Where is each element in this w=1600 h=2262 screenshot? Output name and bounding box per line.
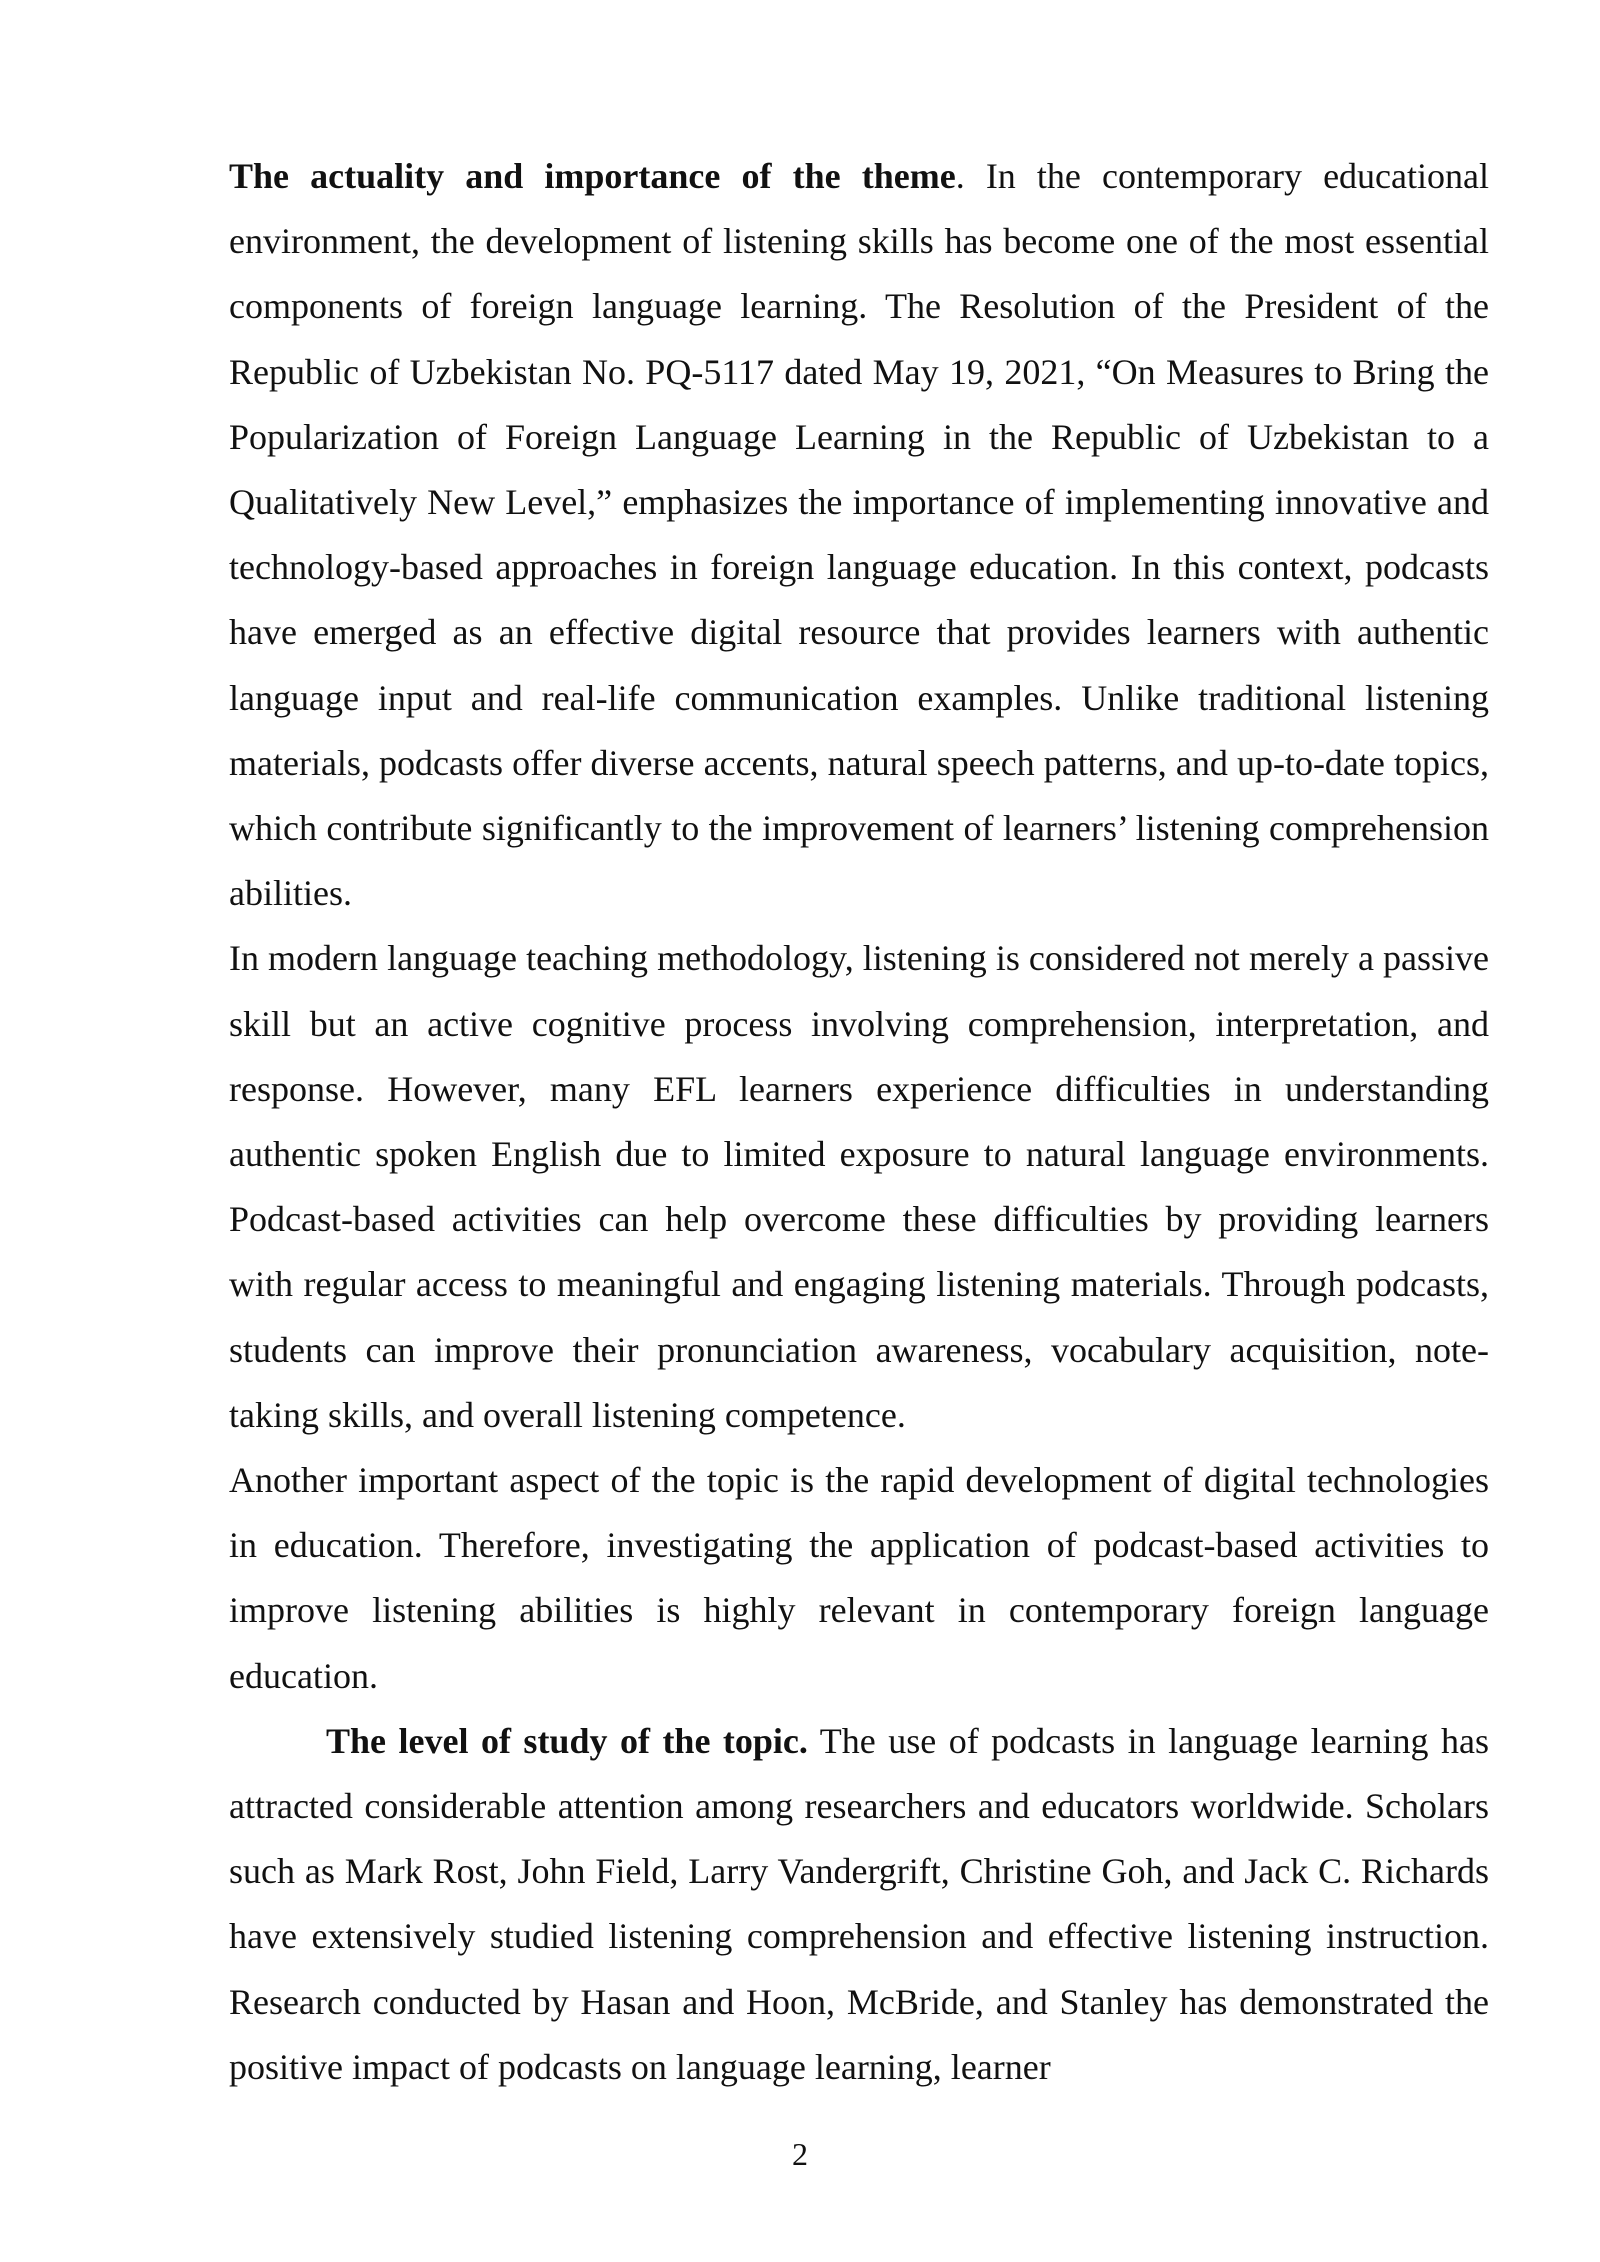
paragraph-actuality (229, 144, 1489, 926)
body-text (229, 144, 1489, 2100)
paragraph-digital-technologies (229, 1448, 1489, 1709)
paragraph-text: Another important aspect of the topic is the rapid development of digital technologies in education. Therefore, investigating the application of podcast-based activities to improve listening abilities is highly relevant in contemporary foreign language education. (229, 1460, 1489, 1696)
section-heading-level-of-study: The level of study of the topic. (326, 1720, 808, 1761)
paragraph-methodology (229, 926, 1489, 1448)
page-number: 2 (792, 2136, 808, 2172)
section-heading-actuality: The actuality and importance of the theme (229, 156, 956, 196)
paragraph-level-of-study (229, 1709, 1489, 2100)
paragraph-text: The use of podcasts in language learning has attracted considerable attention among researchers and educators worldwide. Scholars such as Mark Rost, John Field, Larry Vandergrift, Christine Goh, and Jack C. Richards have extensively studied listening comprehension and effective listening instruction. Research conducted by Hasan and Hoon, McBride, and Stanley has demonstrated the positive impact of podcasts on language learning, learner (229, 1720, 1490, 2087)
paragraph-text: In modern language teaching methodology, listening is considered not merely a passive skill but an active cognitive process involving comprehension, interpretation, and response. However, many EFL learners experience difficulties in understanding authentic spoken English due to limited exposure to natural language environments. Podcast-based activities can help overcome these difficulties by providing learners with regular access to meaningful and engaging listening materials. Through podcasts, students can improve their pronunciation awareness, vocabulary acquisition, note-taking skills, and overall listening competence. (229, 938, 1489, 1435)
heading-period: . (955, 156, 965, 196)
paragraph-text: In the contemporary educational environment, the development of listening skills has become one of the most essential components of foreign language learning. The Resolution of the President of the Republic of Uzbekistan No. PQ-5117 dated May 19, 2021, “On Measures to Bring the Popularization of Foreign Language Learning in the Republic of Uzbekistan to a Qualitatively New Level,” emphasizes the importance of implementing innovative and technology-based approaches in foreign language education. In this context, podcasts have emerged as an effective digital resource that provides learners with authentic language input and real-life communication examples. Unlike traditional listening materials, podcasts offer diverse accents, natural speech patterns, and up-to-date topics, which contribute significantly to the improvement of learners’ listening comprehension abilities. (229, 156, 1489, 914)
